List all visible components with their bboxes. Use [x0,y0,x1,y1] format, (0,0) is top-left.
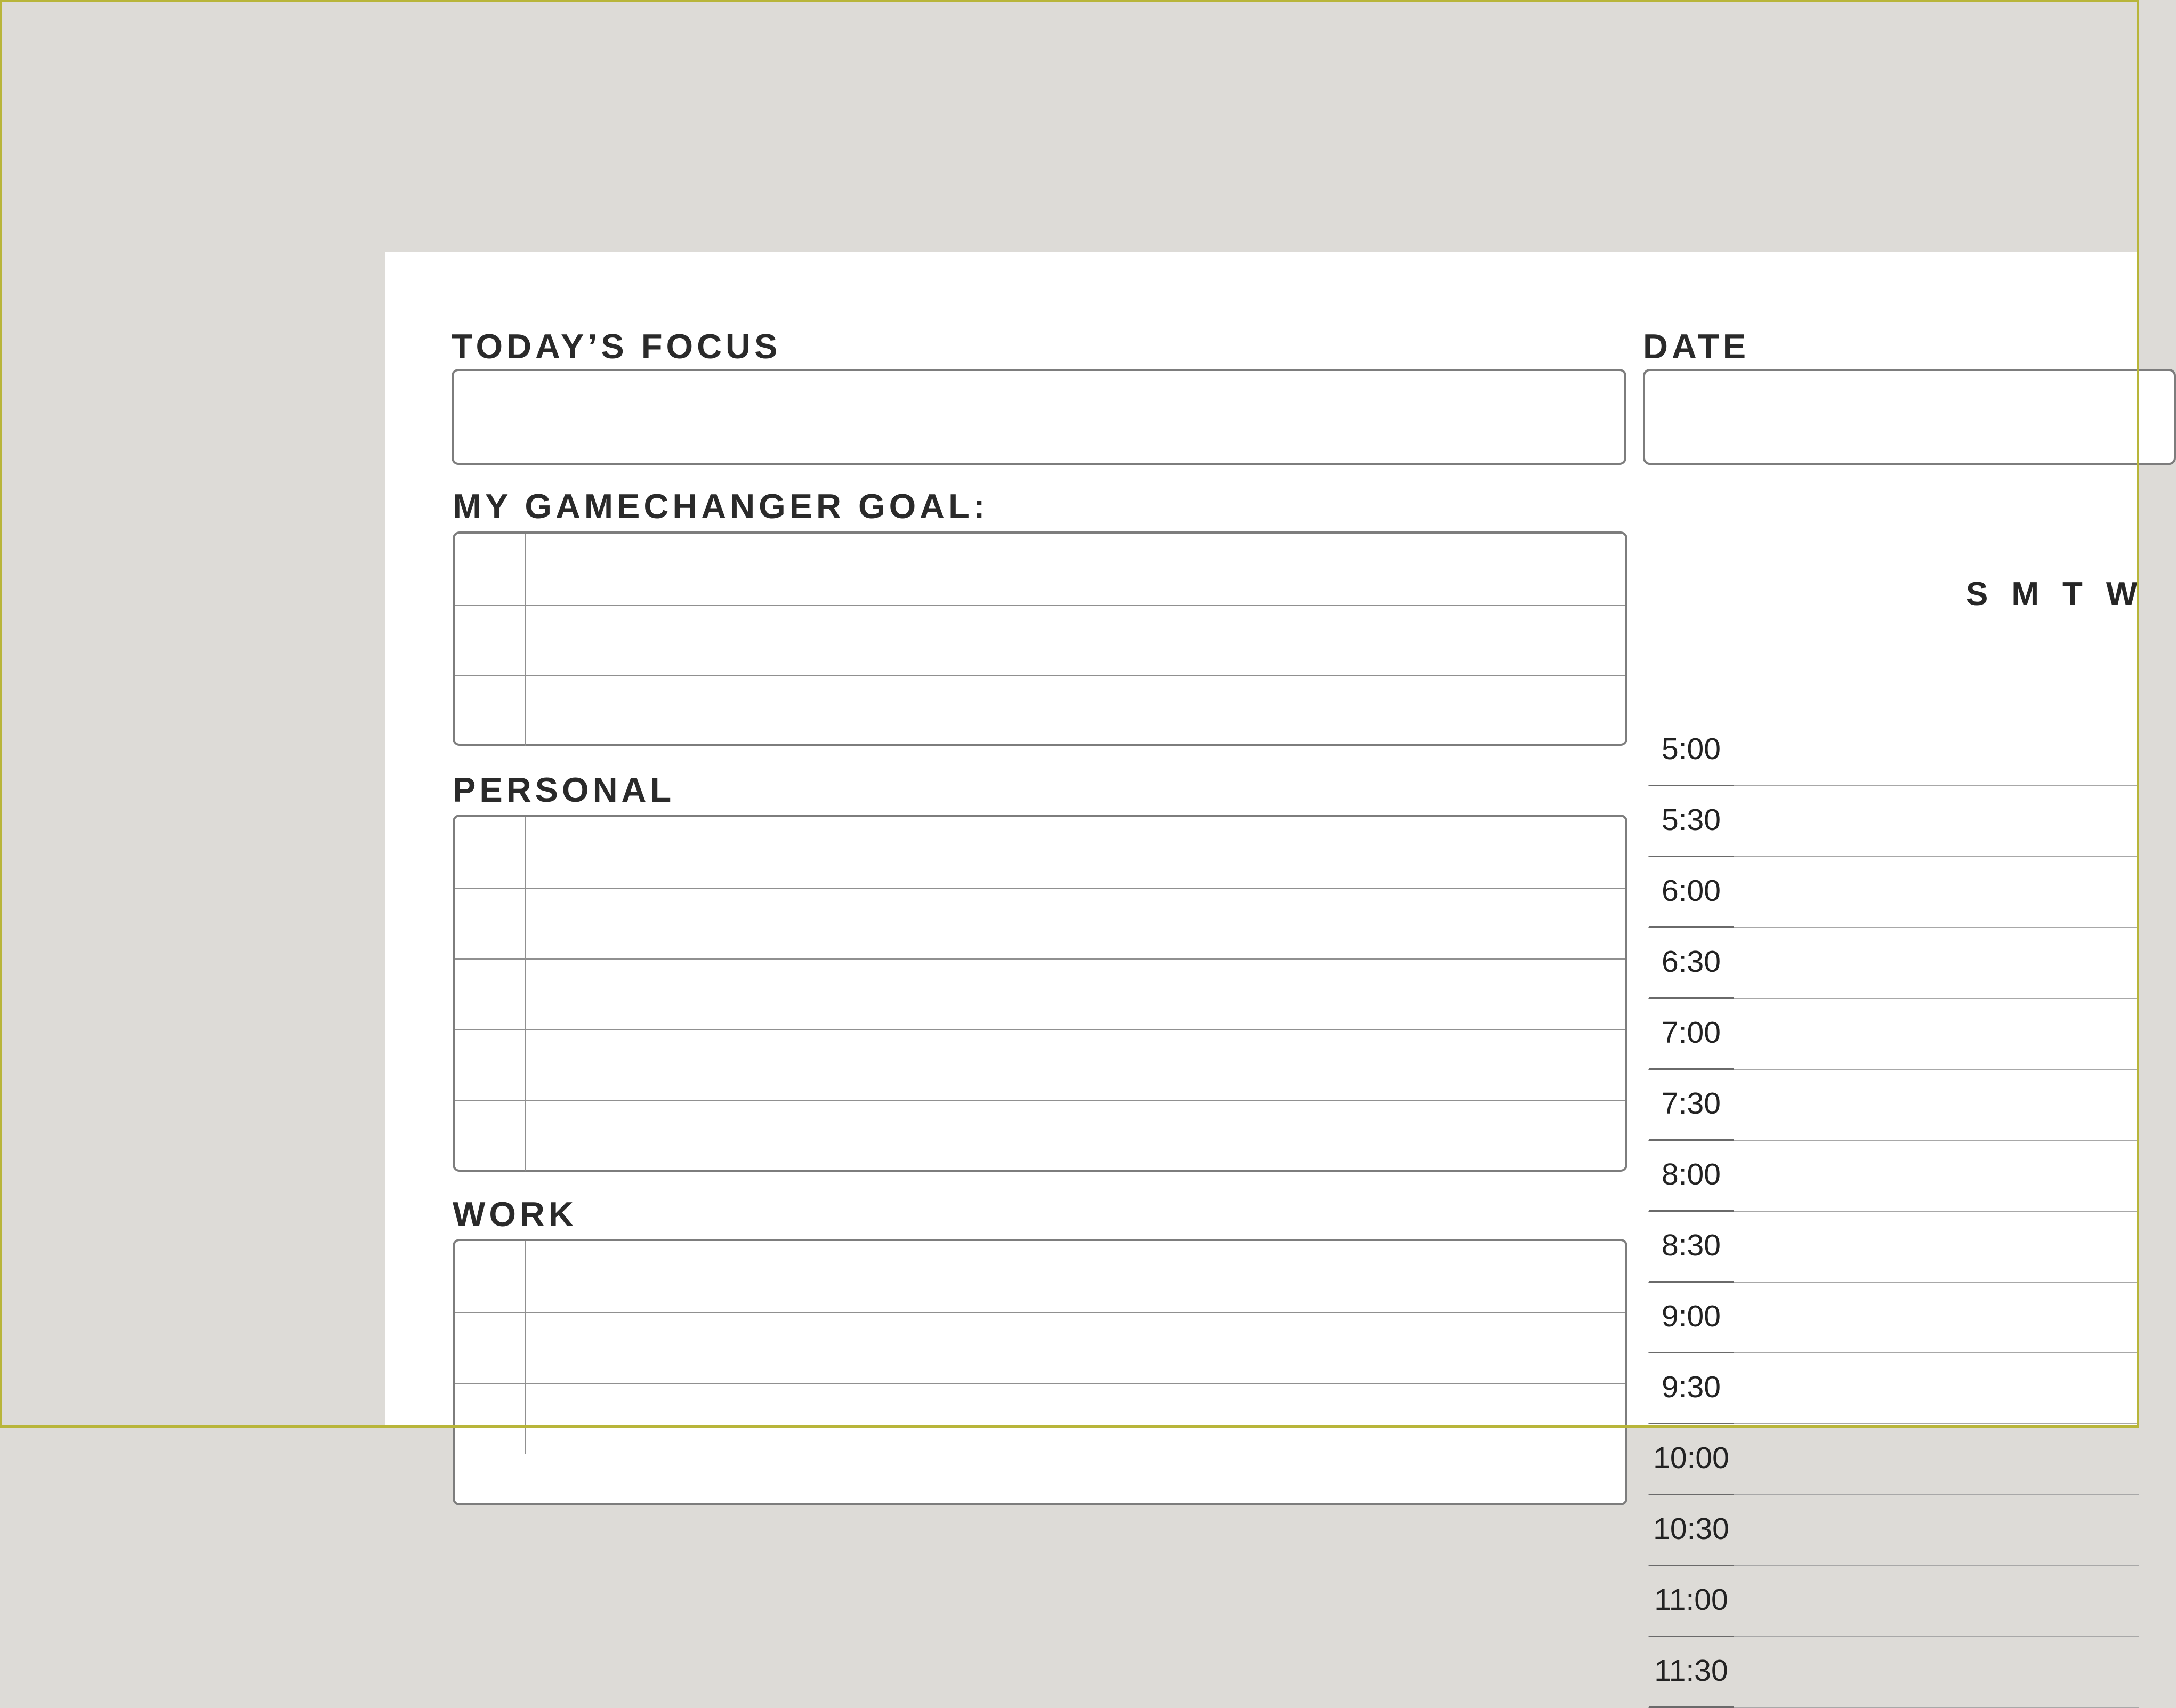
todays-focus-label: TODAY’S FOCUS [452,327,781,366]
time-slot[interactable] [1648,1141,2139,1212]
goal-checkbox[interactable] [455,534,526,605]
time-slot[interactable] [1648,1424,2139,1495]
work-checkbox[interactable] [455,1241,526,1312]
personal-text-field[interactable] [526,889,1625,958]
personal-row [455,1029,1625,1100]
time-slot[interactable] [1648,786,2139,857]
goal-row [455,675,1625,746]
personal-label: PERSONAL [453,770,675,809]
planner-page [385,252,2139,1688]
time-label: 10:00 [1653,1441,1729,1475]
personal-text-field[interactable] [526,1030,1625,1100]
time-slot[interactable] [1648,1637,2139,1708]
time-label: 6:00 [1662,874,1721,908]
time-label: 11:00 [1654,1583,1728,1617]
time-label: 8:00 [1662,1157,1721,1191]
time-label: 8:30 [1662,1228,1721,1262]
personal-row [455,1100,1625,1171]
date-label: DATE [1643,327,1750,366]
work-row [455,1312,1625,1383]
work-text-field[interactable] [526,1313,1625,1383]
time-slot[interactable] [1648,715,2139,786]
time-slot[interactable] [1648,1283,2139,1353]
weekday-m[interactable]: M [2011,576,2041,613]
personal-checkbox[interactable] [455,817,526,888]
time-label: 6:30 [1662,945,1721,979]
goal-checkbox[interactable] [455,606,526,675]
time-slot[interactable] [1648,1353,2139,1424]
personal-checkbox[interactable] [455,889,526,958]
personal-checkbox[interactable] [455,1101,526,1171]
personal-row [455,888,1625,958]
time-slot[interactable] [1648,1212,2139,1283]
time-label: 9:30 [1662,1370,1721,1404]
work-text-field[interactable] [526,1241,1625,1312]
time-slot[interactable] [1648,1495,2139,1566]
hourly-schedule [1648,715,2139,1708]
work-text-field[interactable] [526,1384,1625,1454]
time-label: 5:30 [1662,803,1721,837]
work-checkbox[interactable] [455,1313,526,1383]
date-field[interactable] [1643,369,2176,465]
time-slot[interactable] [1648,1566,2139,1637]
work-row [455,1383,1625,1454]
time-label: 11:30 [1654,1654,1728,1688]
goal-row [455,605,1625,675]
personal-text-field[interactable] [526,1101,1625,1171]
time-label: 9:00 [1662,1299,1721,1333]
weekday-s[interactable]: S [1966,576,1989,613]
weekday-w[interactable]: W [2106,576,2139,613]
gamechanger-goal-label: MY GAMECHANGER GOAL: [453,487,989,526]
personal-list [453,815,1627,1172]
weekday-t[interactable]: T [2062,576,2084,613]
time-slot[interactable] [1648,928,2139,999]
time-slot[interactable] [1648,1070,2139,1141]
time-label: 5:00 [1662,732,1721,766]
goal-row [455,534,1625,605]
time-label: 10:30 [1653,1512,1729,1546]
work-checkbox[interactable] [455,1384,526,1454]
time-label: 7:30 [1662,1086,1721,1121]
goal-text-field[interactable] [526,606,1625,675]
time-label: 7:00 [1662,1016,1721,1050]
time-slot[interactable] [1648,999,2139,1070]
personal-row [455,817,1625,888]
work-list [453,1239,1627,1505]
goal-text-field[interactable] [526,676,1625,746]
weekday-selector [1966,575,2161,613]
time-slot[interactable] [1648,857,2139,928]
personal-text-field[interactable] [526,960,1625,1029]
personal-text-field[interactable] [526,817,1625,888]
personal-row [455,958,1625,1029]
goal-text-field[interactable] [526,534,1625,605]
work-label: WORK [453,1195,577,1234]
personal-checkbox[interactable] [455,1030,526,1100]
todays-focus-field[interactable] [452,369,1626,465]
personal-checkbox[interactable] [455,960,526,1029]
gamechanger-goal-list [453,531,1627,746]
work-row [455,1241,1625,1312]
goal-checkbox[interactable] [455,676,526,746]
